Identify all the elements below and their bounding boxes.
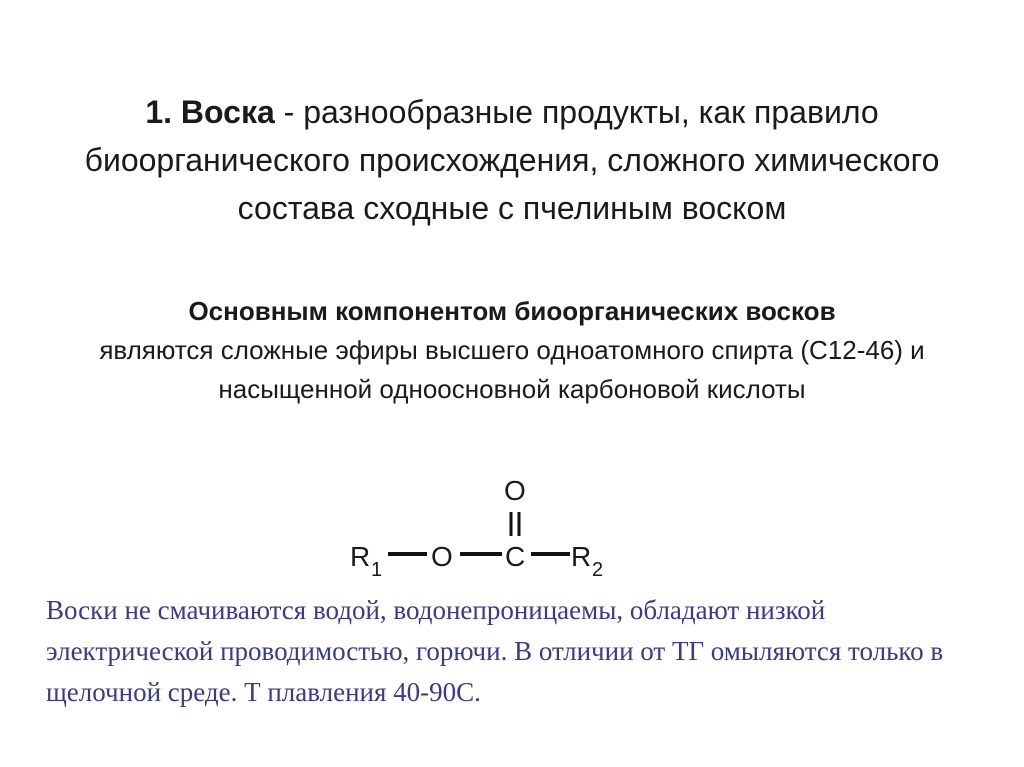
formula-carbonyl-oxygen: O <box>504 475 526 506</box>
properties-paragraph: Воски не смачиваются водой, водонепроницаемы, обладают низкой электрической проводимостью, горючи. В отличии от ТГ омыляются только в щелочной среде. Т плавления 40-90С. <box>46 595 944 707</box>
composition-rest: являются сложные эфиры высшего одноатомного спирта (С12-46) и насыщенной одноосновной карбоновой кислоты <box>99 335 925 404</box>
formula-carbon: C <box>505 541 526 572</box>
heading-definition: разнообразные продукты, как правило биоорганического происхождения, сложного химического состава сходные с пчелиным воском <box>84 94 940 226</box>
composition-lead: Основным компонентом биоорганических восков <box>188 296 836 326</box>
slide-heading <box>40 88 984 232</box>
formula-r2-subscript: 2 <box>592 559 604 581</box>
heading-term: Воска <box>180 94 275 130</box>
heading-number: 1. <box>145 94 173 130</box>
composition-paragraph <box>20 292 1004 409</box>
heading-dash: - <box>274 94 304 130</box>
ester-formula <box>330 470 630 590</box>
formula-r1: R <box>350 541 371 572</box>
formula-ester-oxygen: O <box>431 541 453 572</box>
formula-r1-subscript: 1 <box>371 559 383 581</box>
formula-r2: R <box>571 541 592 572</box>
ester-formula-diagram <box>330 470 630 590</box>
